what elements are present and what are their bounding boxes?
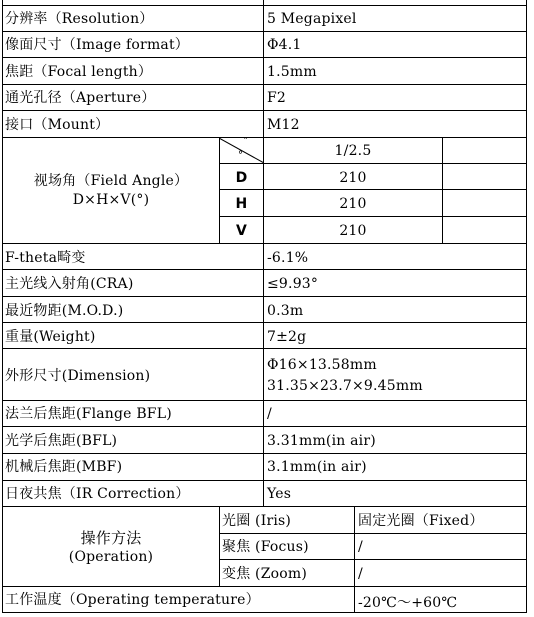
grid-line <box>2 57 527 58</box>
mbf-value: 3.1mm(in air) <box>267 459 367 475</box>
vertical-label: V <box>235 223 248 239</box>
distortion-label: F-theta畸变 <box>5 250 86 266</box>
mbf-label: 机械后焦距(MBF) <box>5 459 123 475</box>
horizontal-label: H <box>235 196 248 212</box>
grid-line <box>354 506 355 613</box>
temperature-label: 工作温度（Operating temperature） <box>5 592 260 608</box>
operation-label: 操作方法 <box>80 529 142 547</box>
image-format-value: Φ4.1 <box>267 37 302 53</box>
grid-line <box>2 322 527 323</box>
grid-line <box>263 243 264 507</box>
grid-line <box>2 137 527 138</box>
grid-line <box>219 189 527 190</box>
field-angle-label: 视场角（Field Angle） <box>33 173 189 189</box>
dimension-value-2: 31.35×23.7×9.45mm <box>267 378 423 394</box>
grid-line <box>442 137 443 244</box>
grid-line <box>2 506 527 507</box>
grid-line <box>354 586 527 587</box>
corner-mark: ″ <box>244 135 249 148</box>
grid-line <box>2 480 527 481</box>
mount-label: 接口（Mount） <box>5 117 110 133</box>
cra-value: ≤9.93° <box>267 276 319 292</box>
vertical-angle-value: 210 <box>339 223 367 239</box>
mount-value: M12 <box>267 117 300 133</box>
flange-bfl-label: 法兰后焦距(Flange BFL) <box>5 406 172 422</box>
resolution-label: 分辨率（Resolution） <box>5 11 154 27</box>
grid-line <box>219 216 527 217</box>
weight-label: 重量(Weight) <box>5 329 96 345</box>
diagonal-angle-value: 210 <box>339 170 367 186</box>
ir-correction-label: 日夜共焦（IR Correction） <box>5 486 190 502</box>
grid-line <box>2 84 527 85</box>
cra-label: 主光线入射角(CRA) <box>5 276 134 292</box>
grid-line <box>2 453 527 454</box>
dimension-label: 外形尺寸(Dimension) <box>5 368 151 384</box>
field-angle-sublabel: D×H×V(°) <box>72 192 150 208</box>
grid-line <box>219 163 527 164</box>
bfl-value: 3.31mm(in air) <box>267 433 376 449</box>
flange-bfl-value: / <box>267 406 272 422</box>
grid-line <box>2 0 3 613</box>
grid-line <box>2 400 527 401</box>
dimension-value-1: Φ16×13.58mm <box>267 357 377 373</box>
focal-length-label: 焦距（Focal length） <box>5 64 153 80</box>
grid-line <box>2 348 527 349</box>
mod-label: 最近物距(M.O.D.) <box>5 303 124 319</box>
operation-sublabel: (Operation) <box>68 549 154 565</box>
aperture-value: F2 <box>267 90 287 106</box>
temperature-value: -20℃～+60℃ <box>358 595 458 611</box>
grid-line <box>219 506 220 586</box>
zoom-label: 变焦 (Zoom) <box>222 566 308 582</box>
grid-line <box>2 31 527 32</box>
grid-line <box>2 110 527 111</box>
horizontal-angle-value: 210 <box>339 196 367 212</box>
mod-value: 0.3m <box>267 303 304 319</box>
focus-value: / <box>358 539 363 555</box>
focus-label: 聚焦 (Focus) <box>222 539 309 555</box>
resolution-value: 5 Megapixel <box>267 11 357 27</box>
grid-line <box>219 533 527 534</box>
grid-line <box>526 0 527 613</box>
distortion-value: -6.1% <box>267 250 309 266</box>
grid-line <box>2 612 527 613</box>
iris-label: 光圈 (Iris) <box>222 513 292 529</box>
focal-length-value: 1.5mm <box>267 64 317 80</box>
weight-value: 7±2g <box>267 329 307 345</box>
iris-value: 固定光圈（Fixed） <box>358 513 484 529</box>
grid-line <box>263 0 264 138</box>
grid-line <box>2 243 527 244</box>
bfl-label: 光学后焦距(BFL) <box>5 433 118 449</box>
diagonal-label: D <box>235 170 248 186</box>
grid-line <box>2 5 527 6</box>
grid-line <box>2 269 527 270</box>
grid-line <box>219 559 527 560</box>
grid-line <box>2 426 527 427</box>
ir-correction-value: Yes <box>267 486 292 502</box>
sensor-format-value: 1/2.5 <box>334 143 372 159</box>
aperture-label: 通光孔径（Aperture） <box>5 90 156 106</box>
grid-line <box>2 296 527 297</box>
image-format-label: 像面尺寸（Image format） <box>5 37 189 53</box>
corner-degree: ° <box>238 150 244 161</box>
zoom-value: / <box>358 566 363 582</box>
